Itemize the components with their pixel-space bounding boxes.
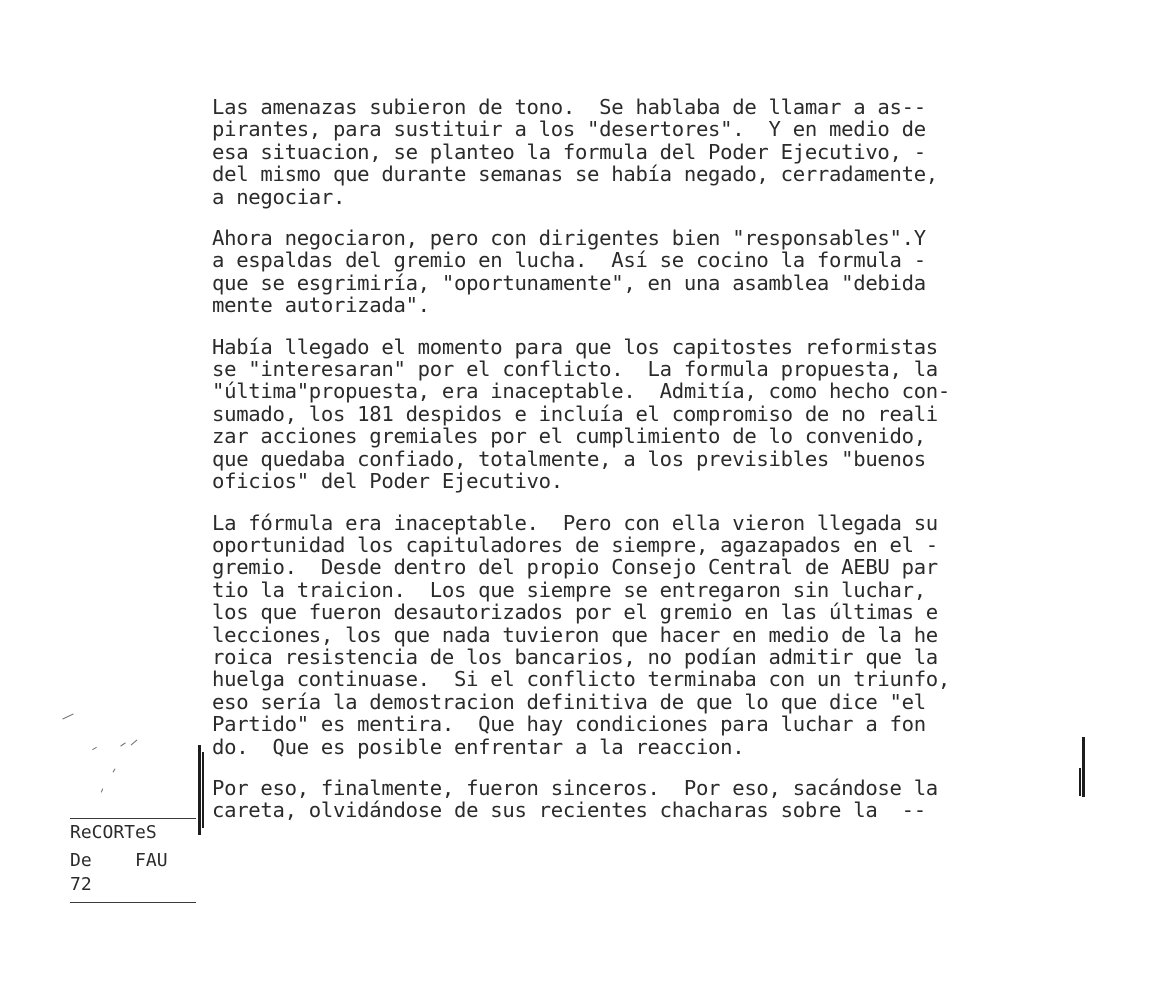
text-line: a negociar. (212, 184, 346, 209)
text-line: sumado, los 181 despidos e incluía el compromiso de no reali (212, 401, 938, 426)
text-line: careta, olvidándose de sus recientes chacharas sobre la -- (212, 798, 926, 823)
text-line: oportunidad los capituladores de siempre, agazapados en el - (212, 532, 938, 557)
text-line: Las amenazas subieron de tono. Se hablaba de llamar a as-- (212, 95, 926, 119)
pencil-mark (120, 742, 125, 746)
text-line: que quedaba confiado, totalmente, a los previsibles "buenos (212, 446, 926, 471)
paragraph-3 (212, 336, 1092, 493)
text-line: "última"propuesta, era inaceptable. Admitía, como hecho con- (212, 379, 951, 404)
text-line: a espaldas del gremio en lucha. Así se cocino la formula - (212, 248, 926, 273)
text-line: mente autorizada". (212, 293, 430, 318)
text-line: Había llegado el momento para que los capitostes reformistas (212, 334, 938, 359)
text-line: do. Que es posible enfrentar a la reaccion. (212, 734, 745, 759)
paragraph-5 (212, 777, 1092, 822)
stamp-line-2: De FAU (70, 850, 168, 871)
text-line: esa situacion, se planteo la formula del Poder Ejecutivo, - (212, 139, 926, 164)
stamp-line-1: ReCORTeS (70, 822, 157, 843)
right-margin-bracket-inner (1079, 768, 1081, 796)
text-line: huelga continuase. Si el conflicto terminaba con un triunfo, (212, 667, 951, 692)
text-line: La fórmula era inaceptable. Pero con ella vieron llegada su (212, 510, 938, 535)
pencil-mark (113, 769, 116, 773)
paragraph-4 (212, 512, 1092, 758)
text-line: eso sería la demostracion definitiva de que lo que dice "el (212, 689, 926, 714)
text-line: lecciones, los que nada tuvieron que hacer en medio de la he (212, 622, 938, 647)
stamp-line-3: 72 (70, 874, 92, 895)
text-line: que se esgrimiría, "oportunamente", en una asamblea "debida (212, 270, 926, 295)
paragraph-2 (212, 227, 1092, 317)
text-line: Por eso, finalmente, fueron sinceros. Por eso, sacándose la (212, 775, 938, 800)
text-line: pirantes, para sustituir a los "desertores". Y en medio de (212, 117, 926, 142)
pencil-mark (101, 788, 103, 792)
text-line: gremio. Desde dentro del propio Consejo Central de AEBU par (212, 555, 938, 580)
text-line: zar acciones gremiales por el cumplimiento de lo convenido, (212, 424, 926, 449)
text-line: del mismo que durante semanas se había negado, cerradamente, (212, 162, 938, 187)
left-margin-bracket (198, 745, 201, 835)
pencil-mark (62, 714, 73, 720)
text-line: Partido" es mentira. Que hay condiciones para luchar a fon (212, 712, 926, 737)
text-line: tio la traicion. Los que siempre se entregaron sin luchar, (212, 577, 926, 602)
left-margin-bracket-inner (202, 752, 204, 828)
pencil-mark (92, 747, 97, 750)
text-line: Ahora negociaron, pero con dirigentes bien "responsables".Y (212, 226, 926, 251)
right-margin-bracket (1082, 737, 1085, 797)
text-line: los que fueron desautorizados por el gremio en las últimas e (212, 600, 938, 625)
document-body (212, 96, 1092, 841)
stamp-bottom-rule (70, 902, 196, 903)
pencil-mark (131, 740, 138, 746)
text-line: oficios" del Poder Ejecutivo. (212, 469, 563, 494)
paragraph-1 (212, 96, 1092, 208)
text-line: roica resistencia de los bancarios, no podían admitir que la (212, 644, 938, 669)
stamp-top-rule (70, 818, 196, 819)
text-line: se "interesaran" por el conflicto. La formula propuesta, la (212, 357, 938, 382)
